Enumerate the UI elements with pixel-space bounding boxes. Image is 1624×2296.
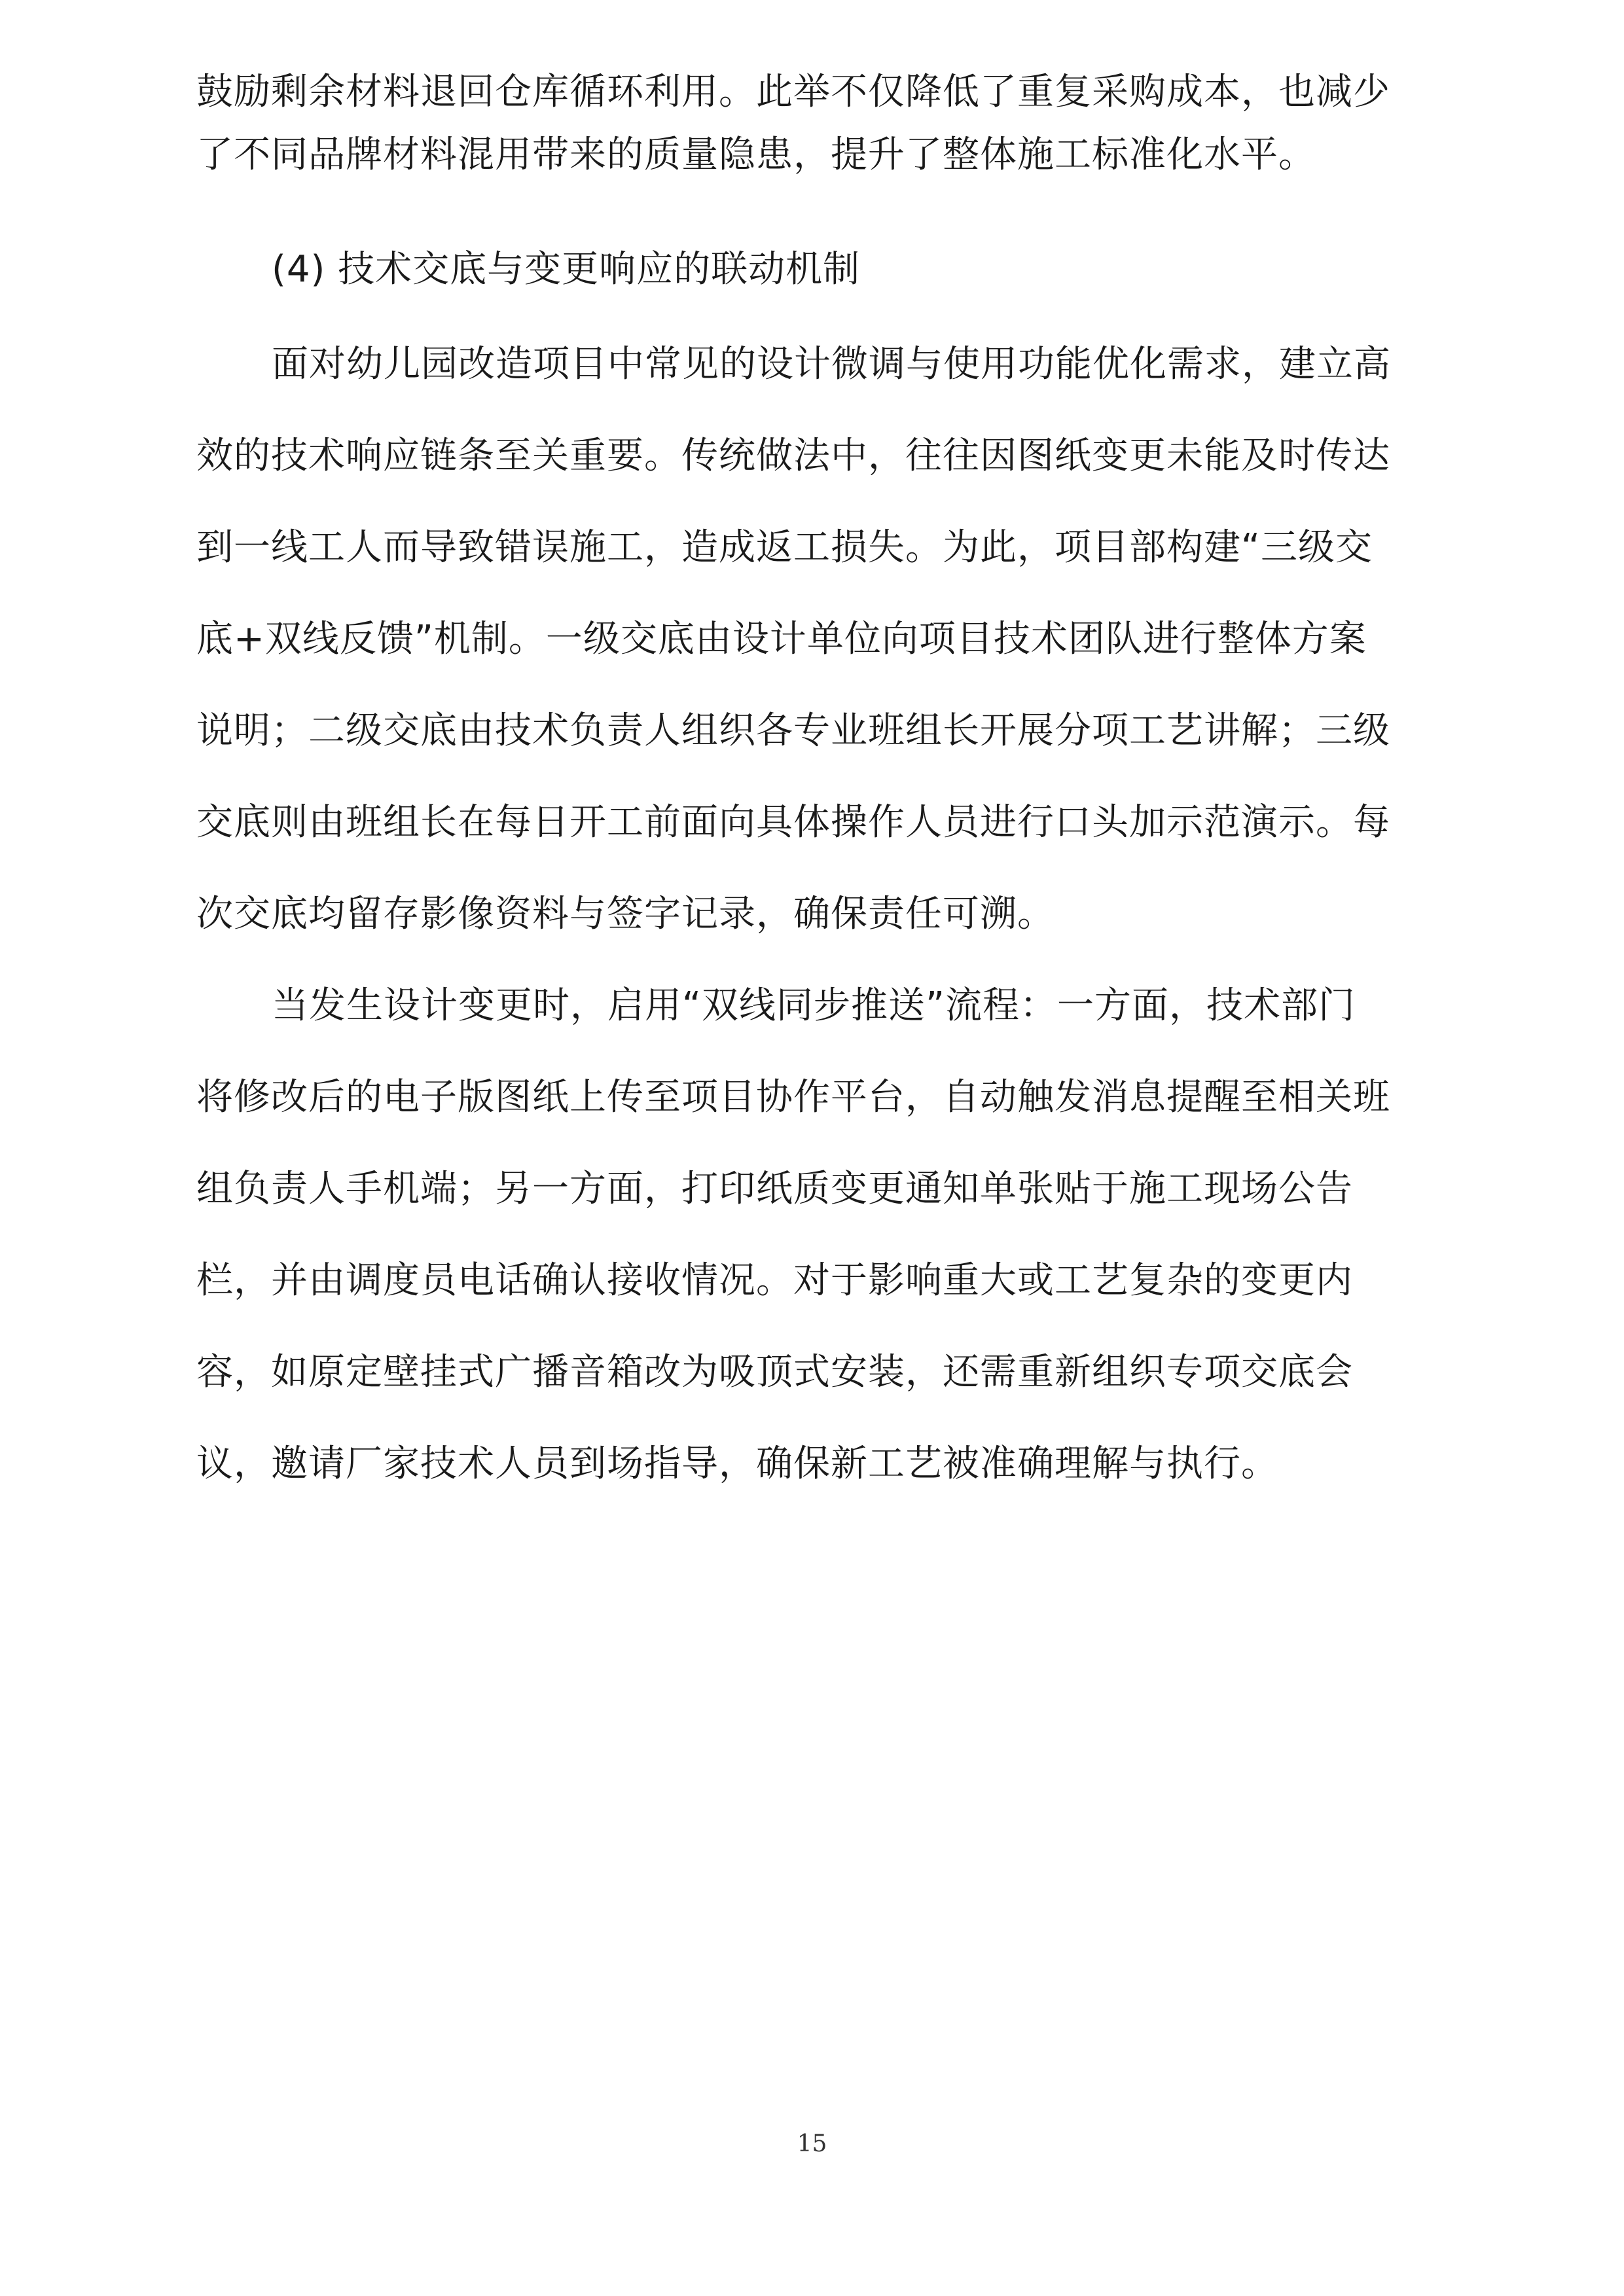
paragraph-line: 组负责人手机端；另一方面，打印纸质变更通知单张贴于施工现场公告: [196, 1168, 1353, 1210]
paragraph-line: 当发生设计变更时，启用“双线同步推送”流程：一方面，技术部门: [272, 984, 1356, 1027]
paragraph-line: 议，邀请厂家技术人员到场指导，确保新工艺被准确理解与执行。: [196, 1443, 1278, 1485]
paragraph-line: 鼓励剩余材料退回仓库循环利用。此举不仅降低了重复采购成本，也减少: [196, 71, 1390, 113]
paragraph-line: 交底则由班组长在每日开工前面向具体操作人员进行口头加示范演示。每: [196, 801, 1390, 844]
paragraph-line: 容，如原定壁挂式广播音箱改为吸顶式安装，还需重新组织专项交底会: [196, 1351, 1353, 1393]
paragraph-line: 效的技术响应链条至关重要。传统做法中，往往因图纸变更未能及时传达: [196, 435, 1390, 477]
paragraph-line: 底+双线反馈”机制。一级交底由设计单位向项目技术团队进行整体方案: [196, 618, 1367, 660]
paragraph-line: 说明；二级交底由技术负责人组织各专业班组长开展分项工艺讲解；三级: [196, 709, 1390, 752]
paragraph-line: 面对幼儿园改造项目中常见的设计微调与使用功能优化需求，建立高: [272, 343, 1391, 386]
paragraph-line: 到一线工人而导致错误施工，造成返工损失。为此，项目部构建“三级交: [196, 526, 1373, 569]
paragraph-line: 了不同品牌材料混用带来的质量隐患，提升了整体施工标准化水平。: [196, 134, 1316, 176]
page-number: 15: [797, 2130, 827, 2157]
paragraph-line: 将修改后的电子版图纸上传至项目协作平台，自动触发消息提醒至相关班: [196, 1076, 1390, 1119]
paragraph-line: 次交底均留存影像资料与签字记录，确保责任可溯。: [196, 893, 1055, 935]
paragraph-line: 栏，并由调度员电话确认接收情况。对于影响重大或工艺复杂的变更内: [196, 1259, 1353, 1302]
section-heading: (4) 技术交底与变更响应的联动机制: [272, 248, 861, 291]
